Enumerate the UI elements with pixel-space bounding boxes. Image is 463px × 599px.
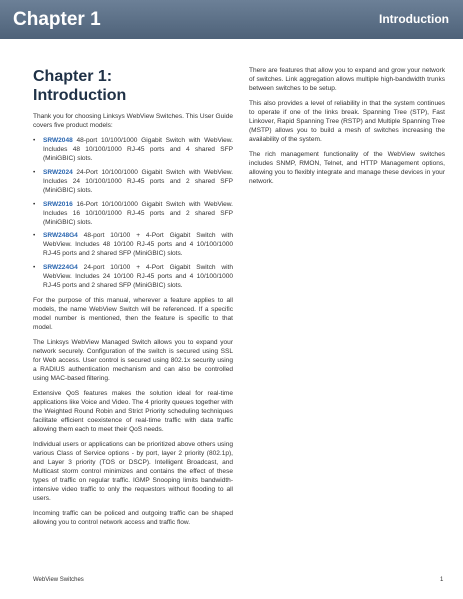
model-name: SRW2048 [43, 137, 73, 145]
chapter-title [33, 67, 233, 105]
model-item [33, 264, 233, 291]
body-paragraph: For the purpose of this manual, wherever a feature applies to all models, the name WebView Switch will be referenced. If a specific model number is mentioned, then the feature is specific to that model. [33, 296, 233, 331]
model-name: SRW2024 [43, 169, 73, 177]
chapter-title-line1: Chapter 1: [33, 68, 113, 85]
bullet-icon: • [33, 137, 36, 145]
body-paragraph: This also provides a level of reliability in that the system continues to operate if one of the links break. Spanning Tree (STP), Fast Linkover, Rapid Spanning Tree (RSTP) and Multiple Spanning Tree (MSTP) allows you to build a mesh of switches increasing the availability of the system. [249, 100, 445, 143]
model-name: SRW2016 [43, 200, 73, 208]
model-desc: 24-port 10/100 + 4-Port Gigabit Switch with WebView. Includes 24 10/100 RJ-45 ports and 4 10/100/1000 RJ-45 ports and 2 shared SFP (MiniGBIC) slots. [43, 264, 233, 289]
body-paragraph: Incoming traffic can be policed and outgoing traffic can be shaped allowing you to control network access and traffic flow. [33, 509, 233, 526]
intro-paragraph: Thank you for choosing Linksys WebView Switches. This User Guide covers five product models: [33, 113, 233, 129]
bullet-icon: • [33, 232, 36, 240]
model-desc: 48-port 10/100 + 4-Port Gigabit Switch with WebView. Includes 48 10/100 RJ-45 ports and 4 10/100/1000 RJ-45 ports and 2 shared SFP (MiniGBIC) slots. [43, 232, 233, 258]
body-paragraph: The Linksys WebView Managed Switch allows you to expand your network securely. Configuration of the switch is secured using SSL for Web access. User control is secured using 802.1x security using a RADIUS authentication mechanism and can also be controlled using MAC-based filtering. [33, 339, 233, 382]
body-paragraph: There are features that allow you to expand and grow your network of switches. Link aggregation allows multiple high-bandwidth trunks between switches to be setup. [249, 67, 445, 92]
left-column [33, 67, 233, 534]
bullet-icon: • [33, 200, 36, 208]
model-item [33, 201, 233, 228]
footer-page-number: 1 [440, 577, 444, 583]
right-column [249, 67, 445, 193]
model-name: SRW248G4 [43, 232, 78, 240]
header-section: Introduction [379, 12, 449, 26]
header-chapter: Chapter 1 [13, 9, 101, 30]
model-desc: 24-Port 10/100/1000 Gigabit Switch with WebView. Includes 24 10/100/1000 RJ-45 ports and 2 shared SFP (MiniGBIC) slots. [43, 169, 233, 194]
model-desc: 48-port 10/100/1000 Gigabit Switch with WebView. Includes 48 10/100/1000 RJ-45 ports and 4 shared SFP (MiniGBIC) slots. [43, 137, 233, 163]
body-paragraph: Individual users or applications can be prioritized above others using various Class of Service options - by port, layer 2 priority (802.1p), and Layer 3 priority (TOS or DSCP). Intelligent Broadcast, and Multicast storm control minimizes and contains the effect of these types of traffic on regular traffic. IGMP Snooping limits bandwidth-intensive video traffic to only the requestors without flooding to all users. [33, 441, 233, 502]
model-item [33, 169, 233, 196]
bullet-icon: • [33, 264, 36, 272]
bullet-icon: • [33, 169, 36, 177]
model-item [33, 137, 233, 164]
model-desc: 16-Port 10/100/1000 Gigabit Switch with WebView. Includes 16 10/100/1000 RJ-45 ports and 2 shared SFP (MiniGBIC) slots. [43, 200, 233, 226]
footer-doc-name: WebView Switches [33, 577, 84, 583]
body-paragraph: The rich management functionality of the WebView switches includes SNMP, RMON, Telnet, and HTTP Management options, allowing you to flexibly integrate and manage these devices in your network. [249, 151, 445, 185]
page-header-bar [0, 0, 463, 39]
chapter-title-line2: Introduction [33, 87, 127, 104]
model-item [33, 232, 233, 259]
body-paragraph: Extensive QoS features makes the solution ideal for real-time applications like Voice and Video. The 4 priority queues together with the Weighted Round Robin and Strict Priority scheduling techniques facilitate efficient coexistence of real-time traffic with data traffic allowing them each to meet their QoS needs. [33, 390, 233, 433]
model-name: SRW224G4 [43, 264, 78, 272]
model-list [33, 137, 233, 291]
